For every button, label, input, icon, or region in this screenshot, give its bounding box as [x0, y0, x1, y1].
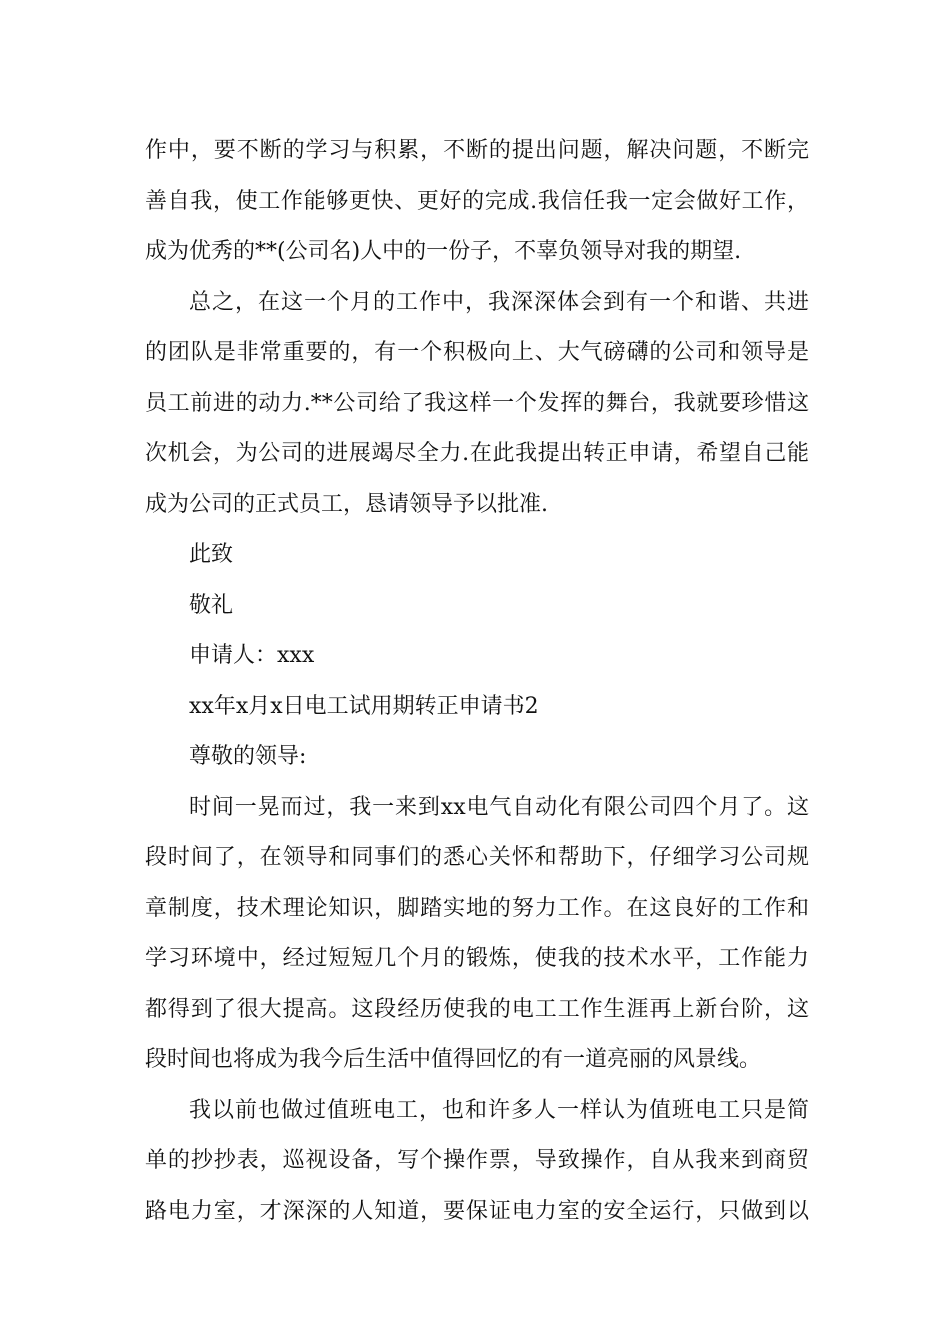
date-and-title-line: xx年x月x日电工试用期转正申请书2: [189, 693, 539, 719]
paragraph-start-line: 总之，在这一个月的工作中，我深深体会到有一个和谐、共进: [189, 289, 809, 315]
applicant-line: 申请人：xxx: [189, 643, 315, 668]
text-line: 都得到了很大提高。这段经历使我的电工工作生涯再上新台阶，这: [145, 996, 809, 1022]
closing-salutation: 此致: [189, 542, 234, 567]
text-line: 单的抄抄表，巡视设备，写个操作票，导致操作，自从我来到商贸: [145, 1148, 809, 1173]
text-line: 作中，要不断的学习与积累，不断的提出问题，解决问题，不断完: [145, 138, 809, 163]
text-line: 成为优秀的**(公司名)人中的一份子，不辜负领导对我的期望.: [145, 239, 742, 264]
text-line: 学习环境中，经过短短几个月的锻炼，使我的技术水平，工作能力: [145, 946, 809, 971]
text-line: 路电力室，才深深的人知道，要保证电力室的安全运行，只做到以: [145, 1198, 809, 1224]
text-line: 次机会，为公司的进展竭尽全力.在此我提出转正申请，希望自己能: [145, 441, 809, 466]
text-line: 成为公司的正式员工，恳请领导予以批准.: [145, 491, 548, 517]
paragraph-start-line: 时间一晃而过，我一来到xx电气自动化有限公司四个月了。这: [189, 794, 809, 820]
text-line: 的团队是非常重要的，有一个积极向上、大气磅礴的公司和领导是: [145, 340, 809, 365]
closing-regards: 敬礼: [189, 592, 234, 618]
text-line: 段时间了，在领导和同事们的悉心关怀和帮助下，仔细学习公司规: [145, 845, 809, 870]
text-line: 善自我，使工作能够更快、更好的完成.我信任我一定会做好工作，: [145, 188, 809, 214]
text-line: 章制度，技术理论知识，脚踏实地的努力工作。在这良好的工作和: [145, 895, 809, 921]
paragraph-start-line: 我以前也做过值班电工，也和许多人一样认为值班电工只是简: [189, 1097, 809, 1123]
text-line: 段时间也将成为我今后生活中值得回忆的有一道亮丽的风景线。: [145, 1047, 762, 1072]
text-line: 员工前进的动力.**公司给了我这样一个发挥的舞台，我就要珍惜这: [145, 390, 809, 416]
greeting-line: 尊敬的领导:: [189, 744, 307, 769]
document-body: [145, 126, 809, 1237]
